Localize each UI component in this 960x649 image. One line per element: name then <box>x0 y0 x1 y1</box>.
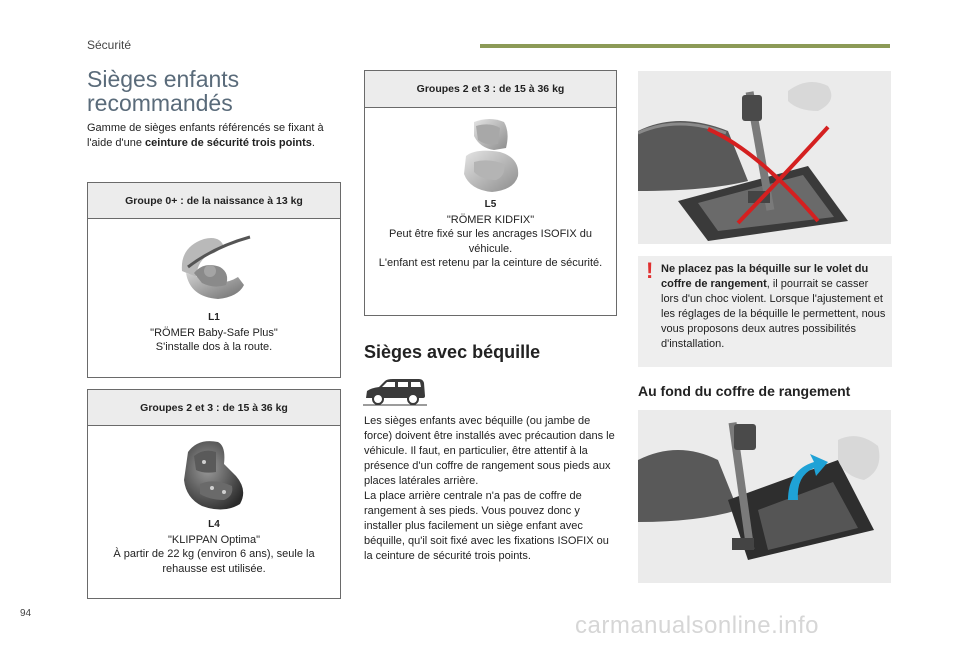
paragraph: Les sièges enfants avec béquille (ou jambe de force) doivent être installés avec précaution dans le véhicule. Il faut, en particulier, être attentif à la présence d'un coffre de rangement sous pieds aux places latérales arrière. <box>364 415 615 487</box>
seat-card-l5 <box>364 70 617 316</box>
infant-carrier-image <box>174 227 254 305</box>
subsection-heading: Au fond du coffre de rangement <box>638 383 851 399</box>
seat-card-body <box>88 227 340 355</box>
photo-wrong-position <box>638 71 891 244</box>
page-number: 94 <box>20 608 32 619</box>
header-accent-bar <box>480 44 890 48</box>
seat-card-body <box>365 116 616 271</box>
warning-text <box>661 262 887 352</box>
photo-illustration <box>638 410 891 583</box>
warning-bold: Ne placez pas la béquille sur le volet du coffre de rangement <box>661 263 869 290</box>
warning-rest: , il pourrait se casser lors d'un choc violent. Lorsque l'ajustement et les réglages de la béquille le permettent, nous vous proposons deux autres possibilités d'installation. <box>661 278 886 350</box>
car-silhouette-icon <box>363 378 427 406</box>
seat-model: "RÖMER KIDFIX" <box>446 213 535 226</box>
section-text <box>364 414 618 564</box>
seat-note: S'installe dos à la route. <box>155 341 273 353</box>
booster-seat-image <box>456 116 526 196</box>
seat-card-group: Groupe 0+ : de la naissance à 13 kg <box>88 183 340 219</box>
warning-icon: ! <box>646 258 654 283</box>
watermark: carmanualsonline.info <box>575 612 819 639</box>
seat-card-group: Groupes 2 et 3 : de 15 à 36 kg <box>365 71 616 108</box>
seat-code: L1 <box>208 312 220 323</box>
section-label: Sécurité <box>87 38 132 52</box>
intro-end: . <box>311 137 315 149</box>
booster-seat-image <box>174 434 254 514</box>
seat-card-group: Groupes 2 et 3 : de 15 à 36 kg <box>88 390 340 426</box>
paragraph: La place arrière centrale n'a pas de coffre de rangement à ses pieds. Vous pouvez donc y installer plus facilement un siège enfant avec béquille, qu'il soit fixé avec les fixations ISOFIX ou la ceinture de sécurité trois points. <box>364 490 609 562</box>
seat-note: À partir de 22 kg (environ 6 ans), seule la rehausse est utilisée. <box>113 548 315 575</box>
seat-model: "KLIPPAN Optima" <box>168 533 260 546</box>
intro-bold: ceinture de sécurité trois points <box>145 137 312 149</box>
intro-paragraph <box>87 121 342 151</box>
seat-card-l1 <box>87 182 341 378</box>
photo-illustration <box>638 71 891 244</box>
intro-text: Gamme de sièges enfants référencés se fixant à l'aide d'une <box>87 122 324 149</box>
seat-note: L'enfant est retenu par la ceinture de sécurité. <box>378 257 603 269</box>
photo-correct-position <box>638 410 891 583</box>
section-heading: Sièges avec béquille <box>364 342 541 362</box>
seat-model: "RÖMER Baby-Safe Plus" <box>150 326 278 339</box>
page-title: Sièges enfants recommandés <box>87 66 240 116</box>
seat-code: L5 <box>484 199 497 210</box>
seat-code: L4 <box>208 519 220 530</box>
seat-note: Peut être fixé sur les ancrages ISOFIX du véhicule. <box>389 228 592 255</box>
seat-card-l4 <box>87 389 341 599</box>
seat-card-body <box>88 434 340 576</box>
